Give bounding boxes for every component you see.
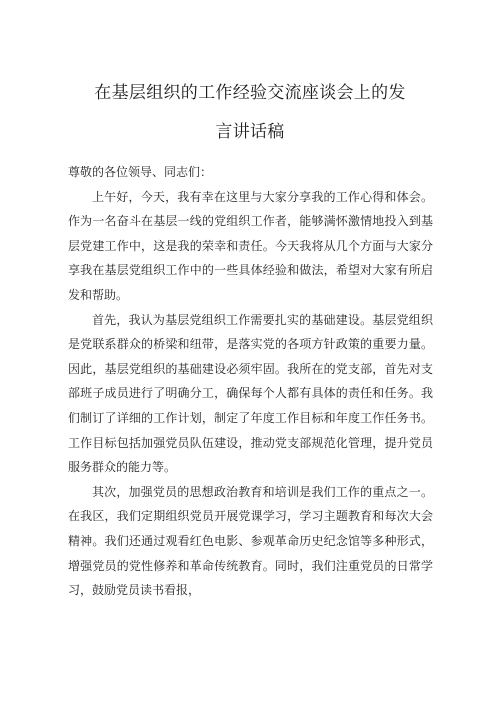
- document-body: [68, 160, 433, 603]
- paragraph-1: 上午好，今天，我有幸在这里与大家分享我的工作心得和体会。作为一名奋斗在基层一线的党组织工作者，能够满怀激情地投入到基层党建工作中，这是我的荣幸和责任。今天我将从几个方面与大家分享我在基层党组织工作中的一些具体经验和做法，希望对大家有所启发和帮助。: [68, 189, 433, 302]
- paragraph-3: 其次，加强党员的思想政治教育和培训是我们工作的重点之一。在我区，我们定期组织党员开展党课学习，学习主题教育和每次大会精神。我们还通过观看红色电影、参观革命历史纪念馆等多种形式，增强党员的党性修养和革命传统教育。同时，我们注重党员的日常学习，鼓励党员读书看报，: [68, 484, 433, 598]
- paragraph-2: 首先，我认为基层党组织工作需要扎实的基础建设。基层党组织是党联系群众的桥梁和纽带，是落实党的各项方针政策的重要力量。因此，基层党组织的基础建设必须牢固。我所在的党支部，首先对支部班子成员进行了明确分工，确保每个人都有具体的责任和任务。我们制订了详细的工作计划，制定了年度工作目标和年度工作任务书。工作目标包括加强党员队伍建设，推动党支部规范化管理，提升党员服务群众的能力等。: [68, 312, 433, 475]
- document-title-line-1: 在基层组织的工作经验交流座谈会上的发: [94, 83, 406, 103]
- document-title-line-2: 言讲话稿: [215, 122, 285, 142]
- greeting: 尊敬的各位领导、同志们：: [68, 165, 213, 179]
